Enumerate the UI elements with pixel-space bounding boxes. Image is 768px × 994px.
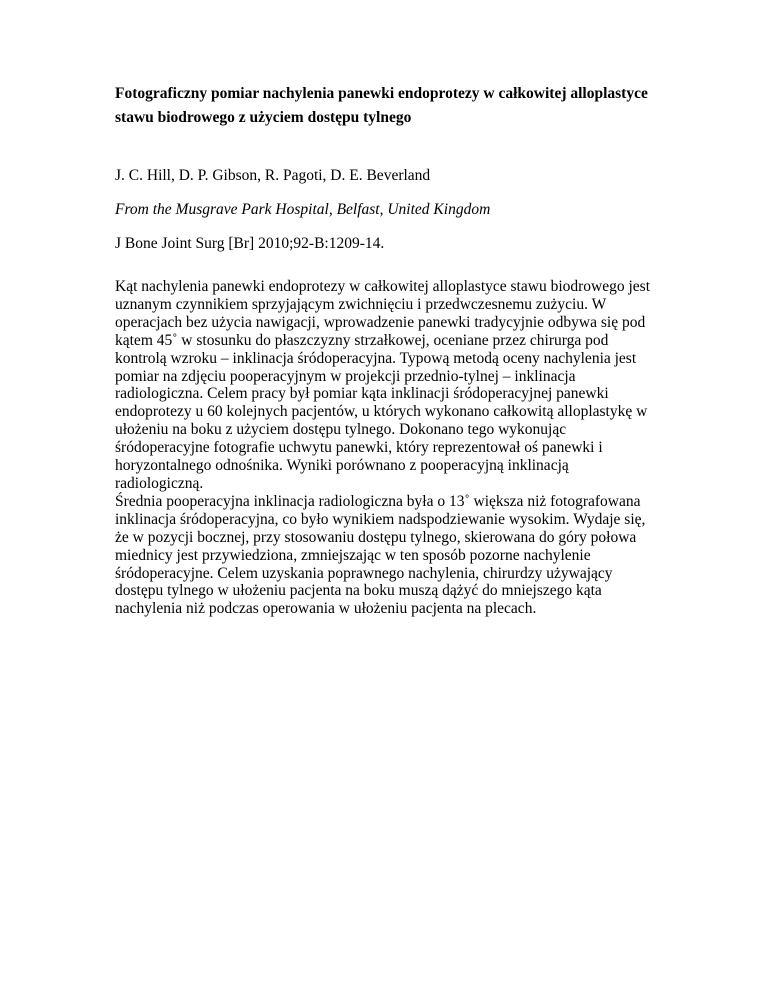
article-authors: J. C. Hill, D. P. Gibson, R. Pagoti, D. E. Beverland xyxy=(115,167,431,184)
abstract-paragraph-2: Średnia pooperacyjna inklinacja radiologiczna była o 13˚ większa niż fotografowana inklinacja śródoperacyjna, co było wynikiem nadspodziewanie wysokim. Wydaje się, że w pozycji bocznej, przy stosowaniu dostępu tylnego, skierowana do góry połowa miednicy jest przywiedziona, zmniejszając w ten sposób pozorne nachylenie śródoperacyjne. Celem uzyskania poprawnego nachylenia, chirurdzy używający dostępu tylnego w ułożeniu pacjenta na boku muszą dążyć do mniejszego kąta nachylenia niż podczas operowania w ułożeniu pacjenta na plecach. xyxy=(115,492,646,618)
article-affiliation: From the Musgrave Park Hospital, Belfast, United Kingdom xyxy=(115,201,491,218)
article-abstract xyxy=(115,278,655,618)
article-title: Fotograficzny pomiar nachylenia panewki endoprotezy w całkowitej alloplastyce stawu biodrowego z użyciem dostępu tylnego xyxy=(115,85,648,126)
article-citation: J Bone Joint Surg [Br] 2010;92-B:1209-14. xyxy=(115,235,385,252)
abstract-paragraph-1: Kąt nachylenia panewki endoprotezy w całkowitej alloplastyce stawu biodrowego jest uznanym czynnikiem sprzyjającym zwichnięciu i przedwczesnemu zużyciu. W operacjach bez użycia nawigacji, wprowadzenie panewki tradycyjnie odbywa się pod kątem 45˚ w stosunku do płaszczyzny strzałkowej, oceniane przez chirurga pod kontrolą wzroku – inklinacja śródoperacyjna. Typową metodą oceny nachylenia jest pomiar na zdjęciu pooperacyjnym w projekcji przednio-tylnej – inklinacja radiologiczna. Celem pracy był pomiar kąta inklinacji śródoperacyjnej panewki endoprotezy u 60 kolejnych pacjentów, u których wykonano całkowitą alloplastykę w ułożeniu na boku z użyciem dostępu tylnego. Dokonano tego wykonując śródoperacyjne fotografie uchwytu panewki, który reprezentował oś panewki i horyzontalnego odnośnika. Wyniki porównano z pooperacyjną inklinacją radiologiczną. xyxy=(115,278,651,492)
